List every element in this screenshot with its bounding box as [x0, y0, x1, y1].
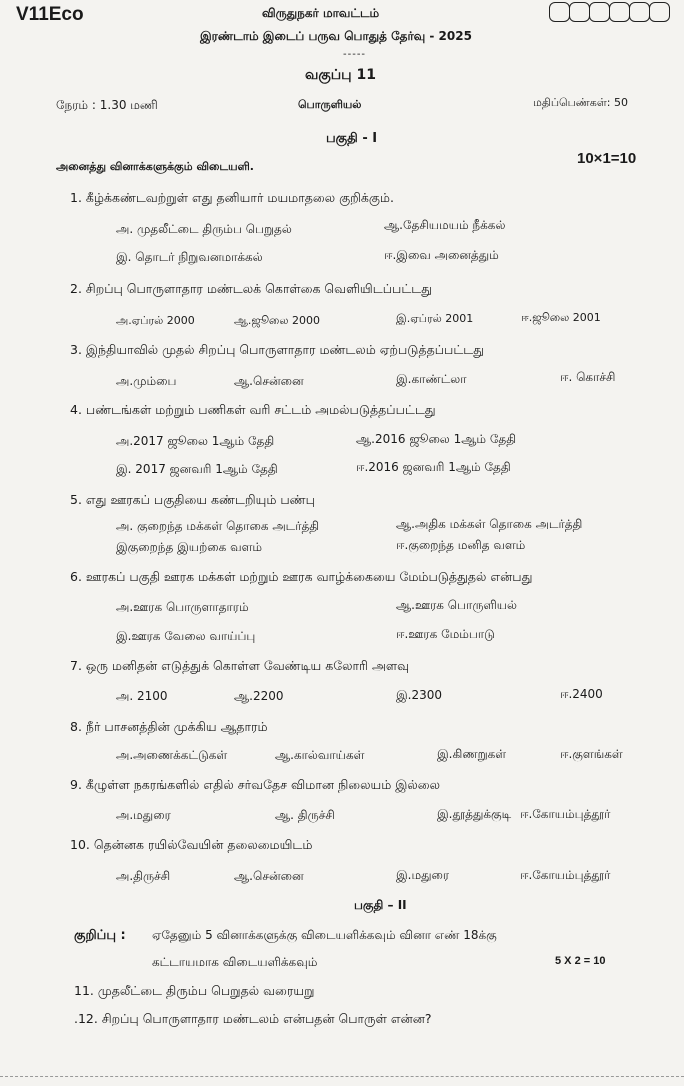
question-9: 9. கீழுள்ள நகரங்களில் எதில் சர்வதேச விமான நிலையம் இல்லை: [70, 777, 440, 792]
q5-option-d: ஈ.குறைந்த மனித வளம்: [396, 538, 526, 552]
q7-option-c: இ.2300: [396, 688, 443, 702]
register-box: [629, 2, 650, 22]
question-2: 2. சிறப்பு பொருளாதார மண்டலக் கொள்கை வெளியிடப்பட்டது: [70, 281, 433, 296]
part2-note-label: குறிப்பு :: [74, 928, 126, 943]
district-name: விருதுநகர் மாவட்டம்: [262, 6, 380, 20]
q8-option-a: அ.அணைக்கட்டுகள்: [116, 748, 228, 762]
q5-option-a: அ. குறைந்த மக்கள் தொகை அடர்த்தி: [116, 519, 320, 533]
q6-option-a: அ.ஊரக பொருளாதாரம்: [116, 600, 249, 614]
q3-option-c: இ.காண்ட்லா: [396, 372, 467, 386]
class-label: வகுப்பு 11: [305, 67, 376, 83]
part2-note-line1: ஏதேனும் 5 வினாக்களுக்கு விடையளிக்கவும் வினா எண் 18க்கு: [152, 928, 497, 942]
paper-code: V11Eco: [16, 4, 84, 25]
q1-option-d: ஈ.இவை அனைத்தும்: [384, 248, 499, 262]
question-8: 8. நீர் பாசனத்தின் முக்கிய ஆதாரம்: [70, 719, 268, 734]
q10-option-a: அ.திருச்சி: [116, 869, 171, 883]
part2-marks: 5 X 2 = 10: [555, 955, 606, 967]
q9-option-a: அ.மதுரை: [116, 808, 171, 822]
exam-title: இரண்டாம் இடைப் பருவ பொதுத் தேர்வு - 2025: [200, 29, 472, 43]
q8-option-c: இ.கிணறுகள்: [437, 747, 507, 761]
part2-note-line2: கட்டாயமாக விடையளிக்கவும்: [152, 955, 318, 969]
q2-option-c: இ.ஏப்ரல் 2001: [396, 312, 474, 325]
part1-instruction: அனைத்து வினாக்களுக்கும் விடையளி.: [56, 160, 254, 173]
q8-option-d: ஈ.குளங்கள்: [560, 747, 623, 761]
q1-option-b: ஆ.தேசியமயம் நீக்கல்: [384, 218, 506, 232]
q4-option-d: ஈ.2016 ஜனவரி 1ஆம் தேதி: [356, 460, 511, 474]
header-separator: -----: [343, 49, 367, 60]
q10-option-d: ஈ.கோயம்புத்தூர்: [520, 868, 611, 882]
q7-option-b: ஆ.2200: [234, 689, 284, 703]
question-7: 7. ஒரு மனிதன் எடுத்துக் கொள்ள வேண்டிய கலோரி அளவு: [70, 658, 410, 673]
q4-option-b: ஆ.2016 ஜூலை 1ஆம் தேதி: [356, 432, 517, 446]
question-5: 5. எது ஊரகப் பகுதியை கண்டறியும் பண்பு: [70, 492, 315, 507]
q10-option-b: ஆ.சென்னை: [234, 869, 304, 883]
page-bottom-border: [0, 1076, 684, 1077]
part2-title: பகுதி – II: [354, 898, 407, 912]
q6-option-b: ஆ.ஊரக பொருளியல்: [396, 598, 517, 612]
q5-option-b: ஆ.அதிக மக்கள் தொகை அடர்த்தி: [396, 517, 583, 531]
q8-option-b: ஆ.கால்வாய்கள்: [275, 748, 365, 762]
q7-option-d: ஈ.2400: [560, 687, 603, 701]
q2-option-d: ஈ.ஜூலை 2001: [521, 311, 601, 324]
question-4: 4. பண்டங்கள் மற்றும் பணிகள் வரி சட்டம் அமல்படுத்தப்பட்டது: [70, 402, 436, 417]
part1-title: பகுதி - I: [326, 131, 378, 146]
question-6: 6. ஊரகப் பகுதி ஊரக மக்கள் மற்றும் ஊரக வாழ்க்கையை மேம்படுத்துதல் என்பது: [70, 569, 533, 584]
q2-option-b: ஆ.ஜூலை 2000: [234, 314, 320, 327]
q1-option-a: அ. முதலீட்டை திரும்ப பெறுதல்: [116, 222, 292, 236]
q9-option-b: ஆ. திருச்சி: [275, 808, 335, 822]
q1-option-c: இ. தொடர் நிறுவனமாக்கல்: [116, 250, 263, 264]
question-3: 3. இந்தியாவில் முதல் சிறப்பு பொருளாதார மண்டலம் ஏற்படுத்தப்பட்டது: [70, 342, 485, 357]
part1-marks: 10×1=10: [577, 150, 637, 167]
q2-option-a: அ.ஏப்ரல் 2000: [116, 314, 195, 327]
q5-option-c: இகுறைந்த இயற்கை வளம்: [116, 540, 263, 554]
register-box: [569, 2, 590, 22]
register-box: [649, 2, 670, 22]
register-box: [609, 2, 630, 22]
q3-option-d: ஈ. கொச்சி: [560, 370, 616, 384]
subject-title: பொருளியல்: [298, 98, 362, 111]
q6-option-c: இ.ஊரக வேலை வாய்ப்பு: [116, 629, 256, 643]
question-1: 1. கீழ்க்கண்டவற்றுள் எது தனியார் மயமாதலை குறிக்கும்.: [70, 190, 394, 205]
question-12: .12. சிறப்பு பொருளாதார மண்டலம் என்பதன் பொருள் என்ன?: [74, 1011, 432, 1026]
register-number-boxes: [549, 2, 669, 22]
q10-option-c: இ.மதுரை: [396, 868, 450, 882]
q9-option-d: ஈ.கோயம்புத்தூர்: [520, 807, 611, 821]
register-box: [589, 2, 610, 22]
q6-option-d: ஈ.ஊரக மேம்பாடு: [396, 627, 495, 641]
q3-option-b: ஆ.சென்னை: [234, 374, 304, 388]
question-11: 11. முதலீட்டை திரும்ப பெறுதல் வரையறு: [74, 983, 315, 998]
q9-option-c: இ.தூத்துக்குடி: [437, 807, 512, 821]
exam-time: நேரம் : 1.30 மணி: [56, 98, 158, 112]
q4-option-c: இ. 2017 ஜனவரி 1ஆம் தேதி: [116, 462, 278, 476]
q7-option-a: அ. 2100: [116, 689, 168, 703]
q3-option-a: அ.மும்பை: [116, 374, 177, 388]
question-10: 10. தென்னக ரயில்வேயின் தலைமையிடம்: [70, 837, 313, 852]
register-box: [549, 2, 570, 22]
max-marks: மதிப்பெண்கள்: 50: [533, 96, 628, 109]
q4-option-a: அ.2017 ஜூலை 1ஆம் தேதி: [116, 434, 275, 448]
